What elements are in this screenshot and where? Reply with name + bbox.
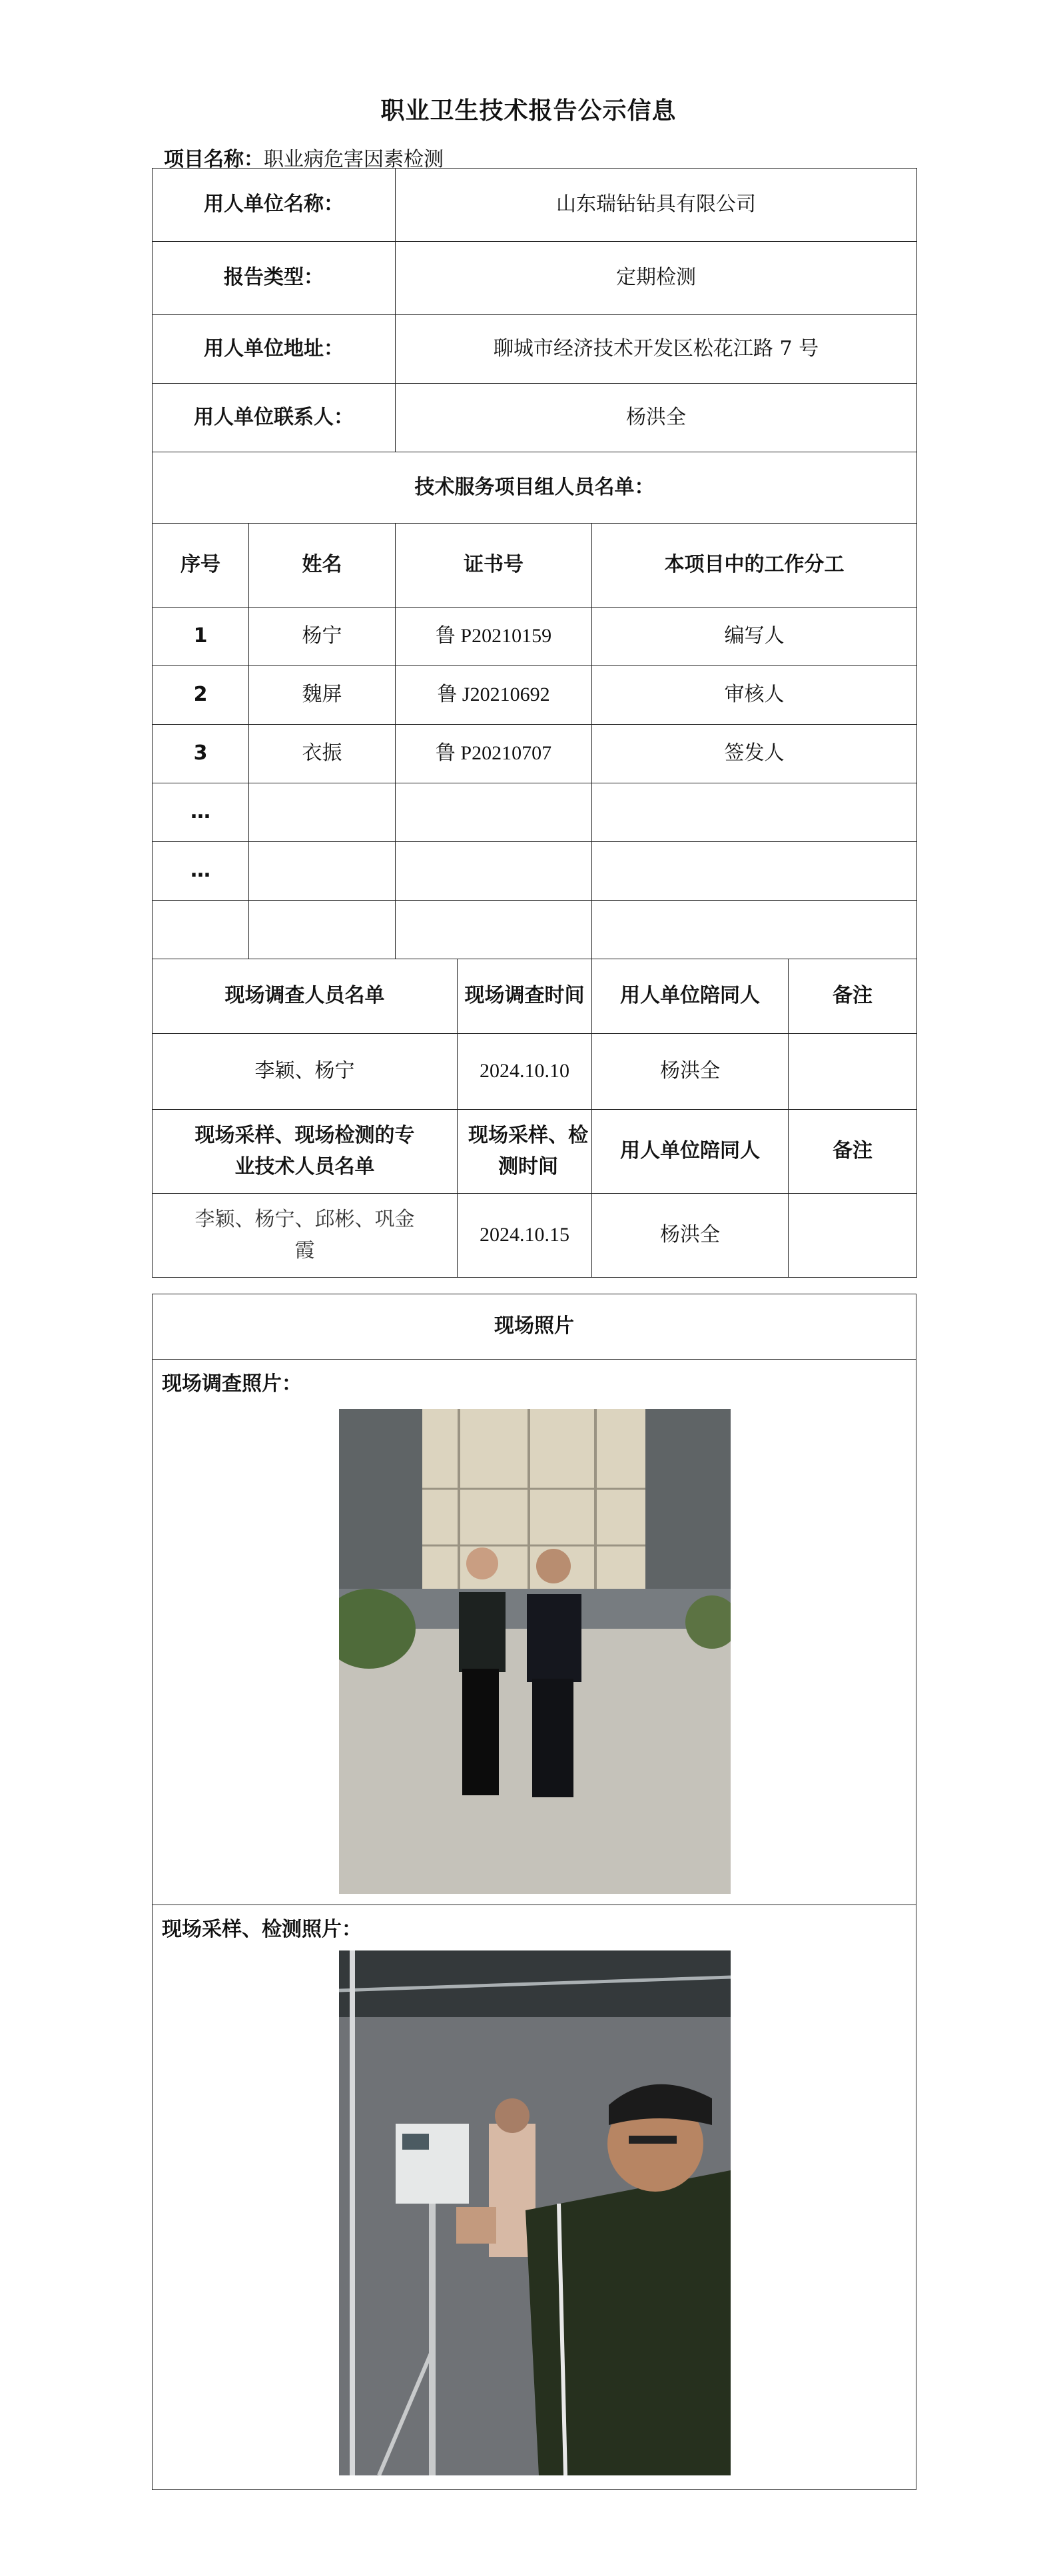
team-row-no: …: [153, 842, 249, 901]
team-header-name: 姓名: [249, 524, 396, 608]
info-table: [152, 168, 917, 1278]
team-row-no: [153, 901, 249, 959]
team-header-cert: 证书号: [396, 524, 592, 608]
team-row-name: [249, 901, 396, 959]
project-name-label: 项目名称：: [164, 148, 264, 171]
table-row: [153, 783, 917, 842]
survey-photo: [339, 1409, 731, 1894]
survey-photo-image: [339, 1409, 731, 1894]
team-row-cert: 鲁 P20210159: [396, 608, 592, 666]
sampling-header-time-text: 现场采样、检测时间: [468, 1124, 588, 1178]
photos-table: [152, 1294, 916, 2490]
table-row: [153, 901, 917, 959]
table-row: [153, 725, 917, 783]
sampling-header-escort: 用人单位陪同人: [592, 1110, 789, 1194]
page-title: 职业卫生技术报告公示信息: [380, 97, 677, 125]
team-row-name: 魏屏: [249, 666, 396, 725]
unit-name-label: 用人单位名称：: [153, 169, 396, 242]
sampling-photo: [339, 1950, 731, 2475]
photos-heading: 现场照片: [153, 1294, 916, 1360]
address-value: 聊城市经济技术开发区松花江路 7 号: [396, 315, 917, 384]
sampling-staff: [153, 1194, 458, 1278]
project-name-value: 职业病危害因素检测: [264, 148, 444, 171]
team-row-cert: [396, 842, 592, 901]
team-heading: 技术服务项目组人员名单：: [153, 452, 917, 524]
survey-escort: 杨洪全: [592, 1034, 789, 1110]
survey-photo-label: 现场调查照片：: [162, 1372, 302, 1396]
sampling-time: 2024.10.15: [458, 1194, 592, 1278]
survey-staff: 李颖、杨宁: [153, 1034, 458, 1110]
sampling-photo-image: [339, 1950, 731, 2475]
sampling-header-staff-text: 现场采样、现场检测的专业技术人员名单: [194, 1124, 415, 1178]
team-header-role: 本项目中的工作分工: [592, 524, 917, 608]
team-row-cert: 鲁 J20210692: [396, 666, 592, 725]
survey-photo-cell: [153, 1360, 916, 1905]
team-row-no: …: [153, 783, 249, 842]
team-row-role: 编写人: [592, 608, 917, 666]
sampling-photo-cell: [153, 1905, 916, 2490]
team-row-role: [592, 901, 917, 959]
team-row-cert: [396, 783, 592, 842]
team-row-no: 1: [153, 608, 249, 666]
survey-header-escort: 用人单位陪同人: [592, 959, 789, 1034]
team-row-role: 审核人: [592, 666, 917, 725]
team-row-name: [249, 783, 396, 842]
survey-header-remark: 备注: [789, 959, 917, 1034]
contact-label: 用人单位联系人：: [153, 384, 396, 452]
report-type-value: 定期检测: [396, 242, 917, 315]
team-row-name: 杨宁: [249, 608, 396, 666]
sampling-header-remark: 备注: [789, 1110, 917, 1194]
survey-header-staff: 现场调查人员名单: [153, 959, 458, 1034]
team-row-name: [249, 842, 396, 901]
report-type-label: 报告类型：: [153, 242, 396, 315]
table-row: [153, 842, 917, 901]
team-row-cert: [396, 901, 592, 959]
table-row: [153, 608, 917, 666]
table-row: [153, 666, 917, 725]
sampling-header-staff: [153, 1110, 458, 1194]
address-label: 用人单位地址：: [153, 315, 396, 384]
sampling-photo-label: 现场采样、检测照片：: [162, 1918, 362, 1941]
survey-remark: [789, 1034, 917, 1110]
team-row-name: 衣振: [249, 725, 396, 783]
team-row-role: 签发人: [592, 725, 917, 783]
team-row-cert: 鲁 P20210707: [396, 725, 592, 783]
sampling-header-time: [458, 1110, 592, 1194]
survey-time: 2024.10.10: [458, 1034, 592, 1110]
team-row-role: [592, 842, 917, 901]
team-row-role: [592, 783, 917, 842]
sampling-escort: 杨洪全: [592, 1194, 789, 1278]
team-row-no: 2: [153, 666, 249, 725]
unit-name-value: 山东瑞钻钻具有限公司: [396, 169, 917, 242]
contact-value: 杨洪全: [396, 384, 917, 452]
sampling-remark: [789, 1194, 917, 1278]
sampling-staff-text: 李颖、杨宁、邱彬、巩金霞: [194, 1208, 415, 1262]
survey-header-time: 现场调查时间: [458, 959, 592, 1034]
team-row-no: 3: [153, 725, 249, 783]
team-header-no: 序号: [153, 524, 249, 608]
